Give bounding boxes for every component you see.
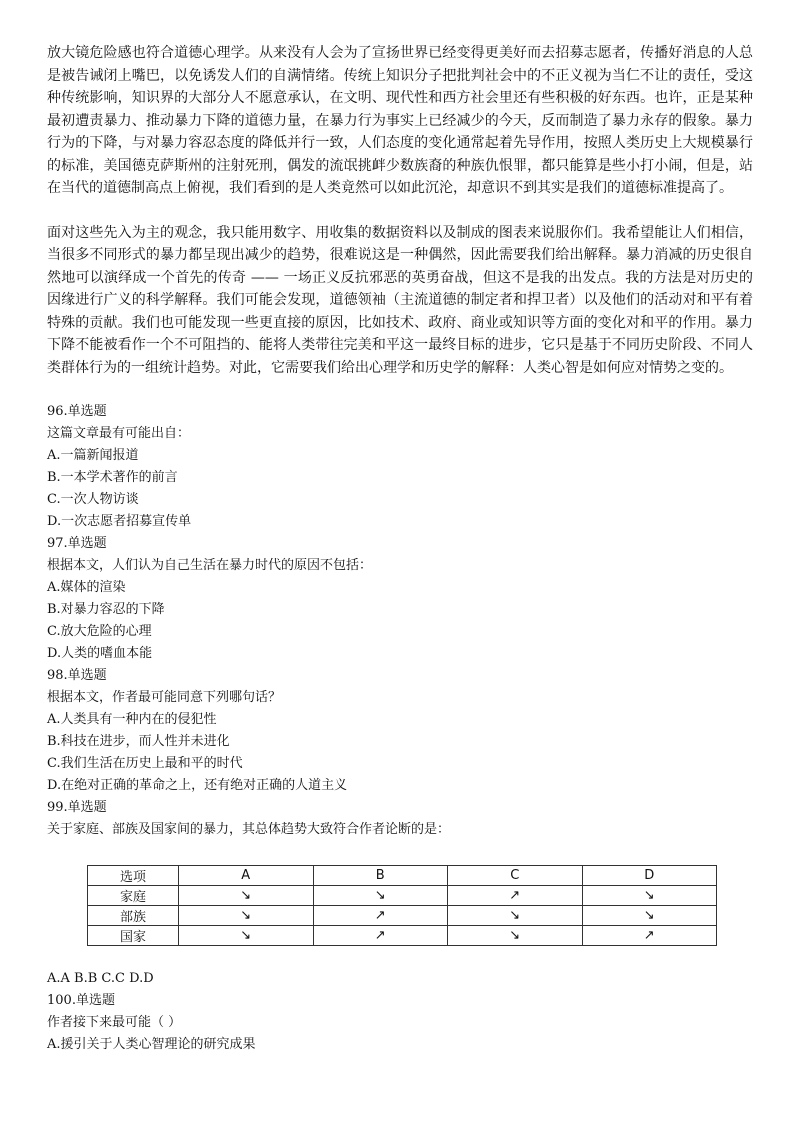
- trend-arrow-glyph: ↘: [509, 928, 521, 943]
- header-cell-a: A: [179, 866, 314, 886]
- question-100-option-a: A.援引关于人类心智理论的研究成果: [47, 1037, 256, 1052]
- header-cell-d: D: [582, 866, 717, 886]
- question-99-stem: 关于家庭、部族及国家间的暴力，其总体趋势大致符合作者论断的是：: [47, 822, 451, 837]
- question-98-option-a: A.人类具有一种内在的侵犯性: [47, 712, 217, 727]
- question-97-option-a: A.媒体的渲染: [47, 580, 126, 595]
- header-cell-option: 选项: [88, 866, 179, 886]
- questions-section: [47, 401, 753, 841]
- trend-arrow-icon: [448, 926, 583, 946]
- row-label-family: 家庭: [88, 886, 179, 906]
- trend-arrow-glyph: ↘: [643, 888, 655, 903]
- question-98-option-d: D.在绝对正确的革命之上，还有绝对正确的人道主义: [47, 778, 348, 793]
- header-cell-b: B: [313, 866, 448, 886]
- question-98-stem: 根据本文，作者最可能同意下列哪句话？: [47, 690, 282, 705]
- trend-arrow-icon: [313, 926, 448, 946]
- passage-paragraph-1: 放大镜危险感也符合道德心理学。从来没有人会为了宣扬世界已经变得更美好而去招募志愿者，传播好消息的人总是被告诫闭上嘴巴，以免诱发人们的自满情绪。传统上知识分子把批判社会中的不正义视为当仁不让的责任，受这种传统影响，知识界的大部分人不愿意承认，在文明、现代性和西方社会里还有些积极的好东西。也许，正是某种最初遭责暴力、推动暴力下降的道德力量，在暴力行为事实上已经减少的今天，反而制造了暴力永存的假象。暴力行为的下降，与对暴力容忍态度的降低并行一致，人们态度的变化通常起着先导作用，按照人类历史上大规模暴行的标准，美国德克萨斯州的注射死刑，偶发的流氓挑衅少数族裔的种族仇恨罪，都只能算是些小打小闹，但是，站在当代的道德制高点上俯视，我们看到的是人类竟然可以如此沉沦，却意识不到其实是我们的道德标准提高了。: [47, 45, 753, 196]
- trend-arrow-glyph: ↘: [240, 888, 252, 903]
- question-99-title: 99.单选题: [47, 800, 107, 815]
- trend-arrow-glyph: ↗: [374, 908, 386, 923]
- trend-arrow-icon: [582, 926, 717, 946]
- trend-arrow-glyph: ↘: [240, 908, 252, 923]
- trend-table-row-tribe: [88, 906, 717, 926]
- header-cell-c: C: [448, 866, 583, 886]
- question-98-title: 98.单选题: [47, 668, 107, 683]
- row-label-tribe: 部族: [88, 906, 179, 926]
- trend-arrow-glyph: ↘: [643, 908, 655, 923]
- question-97-option-b: B.对暴力容忍的下降: [47, 602, 165, 617]
- trend-arrow-glyph: ↗: [643, 928, 655, 943]
- trend-arrow-glyph: ↗: [374, 928, 386, 943]
- trend-arrow-icon: [448, 886, 583, 906]
- row-label-nation: 国家: [88, 926, 179, 946]
- trend-table: [87, 865, 717, 946]
- question-97-stem: 根据本文，人们认为自己生活在暴力时代的原因不包括：: [47, 558, 373, 573]
- questions-after-table: [47, 968, 753, 1056]
- question-100-stem: 作者接下来最可能（ ）: [47, 1015, 182, 1030]
- trend-table-header-row: [88, 866, 717, 886]
- trend-arrow-icon: [313, 886, 448, 906]
- trend-arrow-glyph: ↘: [509, 908, 521, 923]
- question-98-option-b: B.科技在进步，而人性并未进化: [47, 734, 230, 749]
- question-96-option-a: A.一篇新闻报道: [47, 448, 139, 463]
- question-97-title: 97.单选题: [47, 536, 107, 551]
- trend-table-row-family: [88, 886, 717, 906]
- document-page: [47, 42, 753, 1056]
- trend-arrow-icon: [448, 906, 583, 926]
- question-100-title: 100.单选题: [47, 993, 115, 1008]
- question-96-option-c: C.一次人物访谈: [47, 492, 139, 507]
- trend-arrow-icon: [179, 906, 314, 926]
- trend-table-row-nation: [88, 926, 717, 946]
- question-96-stem: 这篇文章最有可能出自：: [47, 426, 191, 441]
- question-99-options: A.A B.B C.C D.D: [47, 971, 154, 986]
- question-96-title: 96.单选题: [47, 404, 107, 419]
- passage-paragraph-2: 面对这些先入为主的观念，我只能用数字、用收集的数据资料以及制成的图表来说服你们。我希望能让人们相信，当很多不同形式的暴力都呈现出减少的趋势，很难说这是一种偶然，因此需要我们给出解释。暴力消减的历史很自然地可以演绎成一个首先的传奇 —— 一场正义反抗邪恶的英勇奋战，但这不是我的出发点。我的方法是对历史的因缘进行广义的科学解释。我们可能会发现，道德领袖（主流道德的制定者和捍卫者）以及他们的活动对和平有着特殊的贡献。我们也可能发现一些更直接的原因，比如技术、政府、商业或知识等方面的变化对和平的作用。暴力下降不能被看作一个不可阻挡的、能将人类带往完美和平这一最终目标的进步，它只是基于不同历史阶段、不同人类群体行为的一组统计趋势。对此，它需要我们给出心理学和历史学的解释：人类心智是如何应对情势之变的。: [47, 224, 753, 376]
- question-98-option-c: C.我们生活在历史上最和平的时代: [47, 756, 243, 771]
- question-96-option-d: D.一次志愿者招募宣传单: [47, 514, 192, 529]
- trend-arrow-icon: [582, 906, 717, 926]
- trend-arrow-icon: [179, 926, 314, 946]
- question-97-option-c: C.放大危险的心理: [47, 624, 152, 639]
- trend-arrow-icon: [313, 906, 448, 926]
- trend-arrow-glyph: ↘: [240, 928, 252, 943]
- trend-arrow-icon: [582, 886, 717, 906]
- trend-arrow-icon: [179, 886, 314, 906]
- question-97-option-d: D.人类的嗜血本能: [47, 646, 153, 661]
- question-96-option-b: B.一本学术著作的前言: [47, 470, 178, 485]
- trend-arrow-glyph: ↘: [374, 888, 386, 903]
- trend-arrow-glyph: ↗: [509, 888, 521, 903]
